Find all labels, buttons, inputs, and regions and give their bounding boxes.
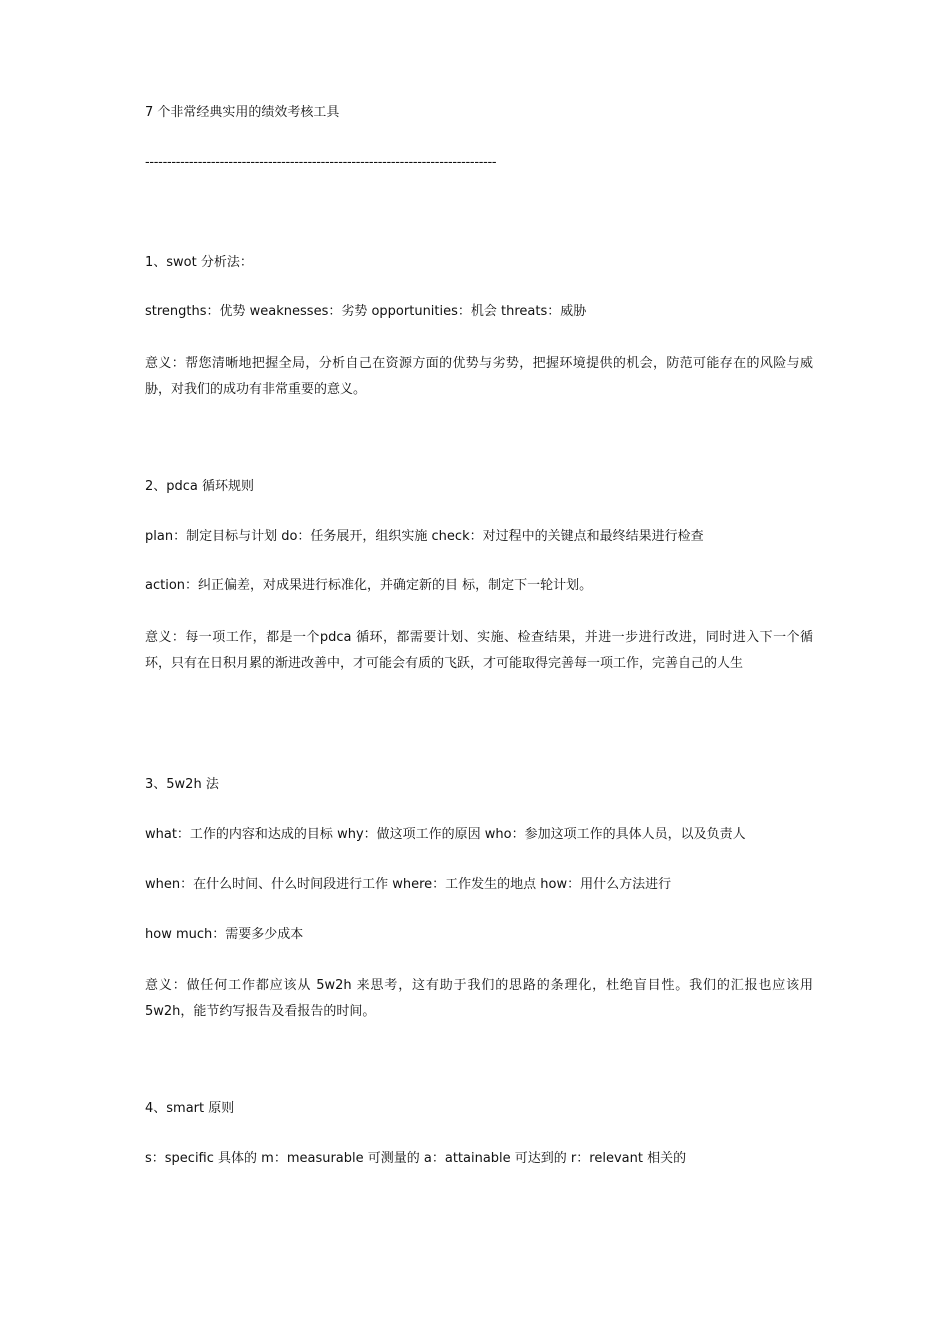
section-1-meaning: 意义：帮您清晰地把握全局，分析自己在资源方面的优势与劣势，把握环境提供的机会，防范可能存在的风险与威胁，对我们的成功有非常重要的意义。 (145, 356, 813, 397)
section-3-line-2: when：在什么时间、什么时间段进行工作 where：工作发生的地点 how：用什么方法进行 (145, 877, 672, 892)
section-3-line-3: how much：需要多少成本 (145, 927, 304, 942)
section-4-line-1: s：specific 具体的 m：measurable 可测量的 a：attainable 可达到的 r：relevant 相关的 (145, 1151, 687, 1166)
document-title: 7 个非常经典实用的绩效考核工具 (145, 105, 340, 120)
section-2-line-1: plan：制定目标与计划 do：任务展开，组织实施 check：对过程中的关键点和最终结果进行检查 (145, 529, 704, 544)
section-3-line-1: what：工作的内容和达成的目标 why：做这项工作的原因 who：参加这项工作的具体人员，以及负责人 (145, 827, 746, 842)
section-3-meaning: 意义：做任何工作都应该从 5w2h 来思考，这有助于我们的思路的条理化，杜绝盲目性。我们的汇报也应该用 5w2h，能节约写报告及看报告的时间。 (145, 978, 813, 1019)
separator-line: -------------------------------------------------------------------------------- (145, 155, 497, 170)
section-1-heading: 1、swot 分析法： (145, 255, 253, 270)
section-2-heading: 2、pdca 循环规则 (145, 479, 255, 494)
section-4-heading: 4、smart 原则 (145, 1101, 235, 1116)
section-2-meaning: 意义：每一项工作，都是一个pdca 循环，都需要计划、实施、检查结果，并进一步进行改进，同时进入下一个循环，只有在日积月累的渐进改善中，才可能会有质的飞跃，才可能取得完善每一项工作，完善自己的人生 (145, 630, 813, 671)
section-3-heading: 3、5w2h 法 (145, 777, 219, 792)
section-2-line-2: action：纠正偏差，对成果进行标准化，并确定新的目 标，制定下一轮计划。 (145, 578, 593, 593)
section-1-line-1: strengths：优势 weaknesses：劣势 opportunities：机会 threats：威胁 (145, 304, 587, 319)
